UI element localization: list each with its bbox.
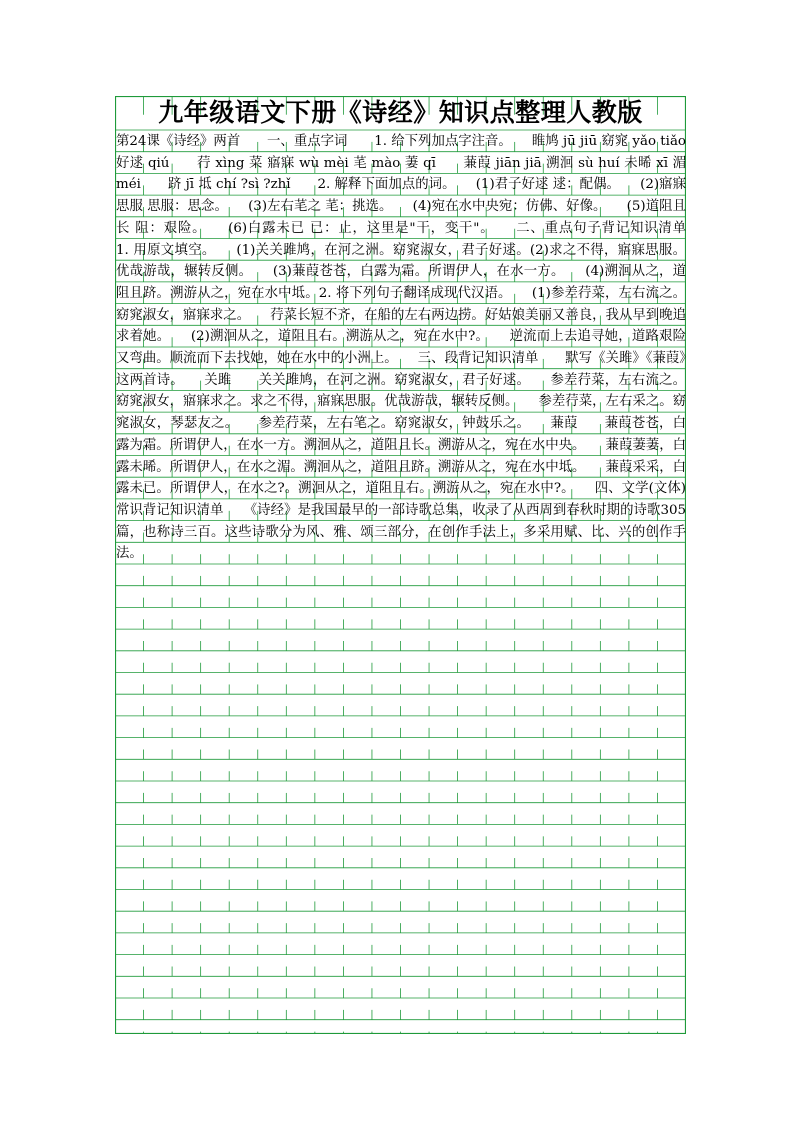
document-title: 九年级语文下册《诗经》知识点整理人教版 xyxy=(158,98,643,127)
document-body: 第24课《诗经》两首 一、重点字词 1. 给下列加点字注音。 睢鸠 jū jiū 窈窕 yǎo tiǎo 好逑 qiú 荇 xìng 菜 寤寐 wù mèi 芼 mào 萋 qī 蒹葭 jiān jiā 溯洄 sù huí 未晞 xī 湄 méi 跻 jī 坻 chí ?sì ?zhǐ 2. 解释下面加点的词。 (1)君子好逑 逑：配偶。 (2)寤寐思服 思服：思念。 (3)左右芼之 芼：挑选。 (4)宛在水中央宛：仿佛、好像。 (5)道阻且长 阻：艰险。 (6)白露未已 已：止，这里是"干，变干"。 二、重点句子背记知识清单 1. 用原文填空。 (1)关关雎鸠，在河之洲。窈窕淑女，君子好逑。(2)求之不得，寤寐思服。优哉游哉，辗转反侧。 (3)蒹葭苍苍，白露为霜。所谓伊人，在水一方。 (4)溯洄从之，道阻且跻。溯游从之，宛在水中坻。2. 将下列句子翻译成现代汉语。 (1)参差荇菜，左右流之。窈窕淑女，寤寐求之。 荇菜长短不齐，在船的左右两边捞。好姑娘美丽又善良，我从早到晚追求着她。 (2)溯洄从之，道阻且右。溯游从之，宛在水中?。 逆流而上去追寻她，道路艰险又弯曲。顺流而下去找她，她在水中的小洲上。 三、段背记知识清单 默写《关雎》《蒹葭》这两首诗。 关雎 关关雎鸠，在河之洲。窈窕淑女，君子好逑。 参差荇菜，左右流之。窈窕淑女，寤寐求之。求之不得，寤寐思服。优哉游哉，辗转反侧。 参差荇菜，左右采之。窈窕淑女，琴瑟友之。 参差荇菜，左右笔之。窈窕淑女，钟鼓乐之。 蒹葭 蒹葭苍苍，白露为霜。所谓伊人，在水一方。溯洄从之，道阻且长。溯游从之，宛在水中央。 蒹葭萋萋，白露未晞。所谓伊人，在水之湄。溯洄从之，道阻且跻。溯游从之，宛在水中坻。 蒹葭采采，白露未已。所谓伊人，在水之?。溯洄从之，道阻且右。溯游从之，宛在水中?。 四、文学(文体)常识背记知识清单 《诗经》是我国最早的一部诗歌总集，收录了从西周到春秋时期的诗歌305篇，也称诗三百。这些诗歌分为风、雅、颂三部分，在创作手法上，多采用赋、比、兴的创作手法。 xyxy=(116,134,713,562)
